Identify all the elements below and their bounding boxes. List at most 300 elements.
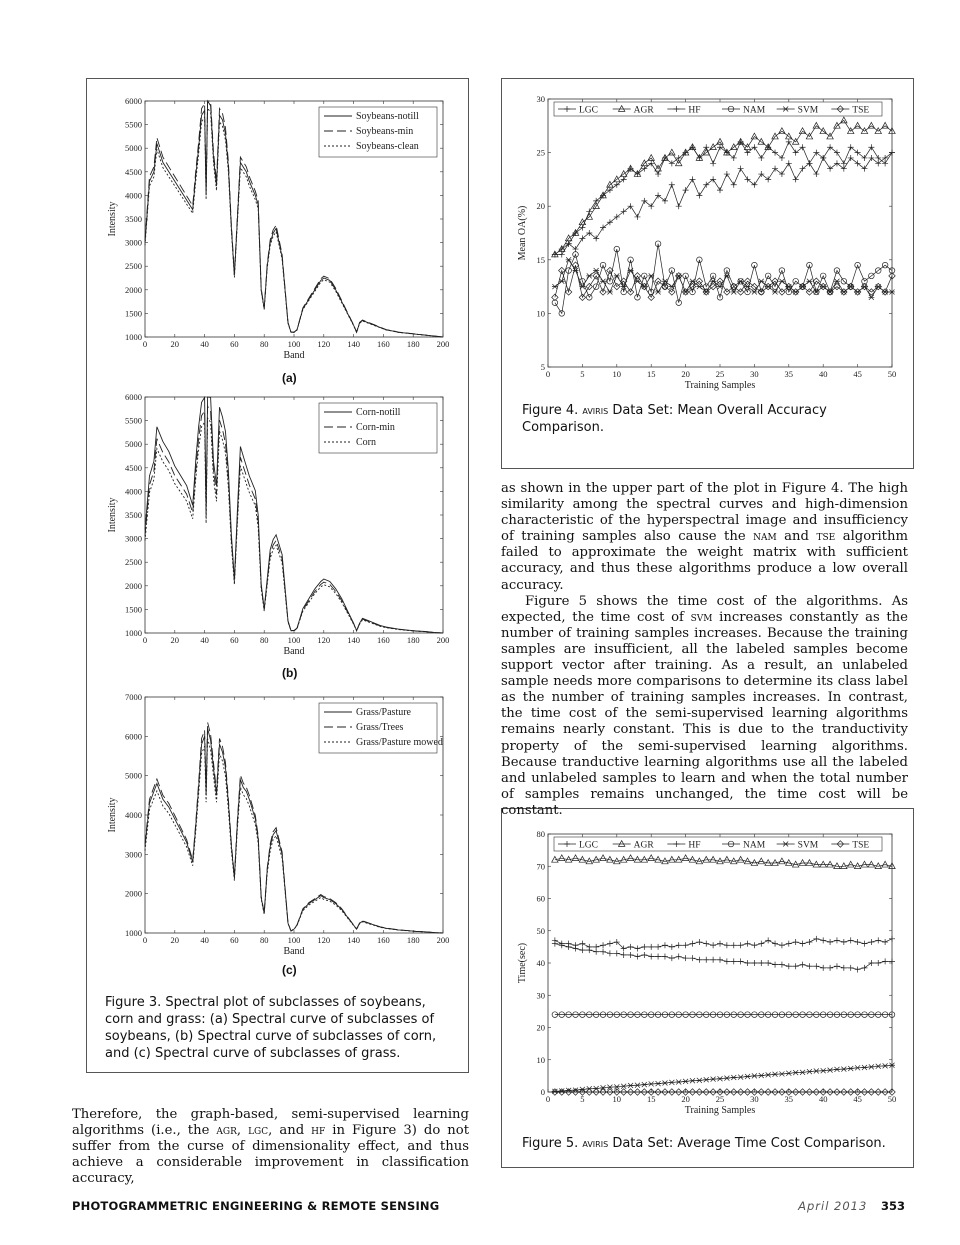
marker-plus [717,957,723,963]
marker-plus [848,965,854,971]
marker-plus [834,160,840,166]
marker-star [813,289,819,294]
y-tick-label: 25 [536,147,545,158]
marker-star [813,1069,819,1074]
x-tick-label: 80 [259,935,269,945]
marker-plus [593,235,599,241]
y-axis-label: Mean OA(%) [517,205,528,261]
x-tick-label: 0 [545,369,551,379]
marker-star [806,279,812,284]
marker-star [855,1065,861,1070]
marker-plus [765,937,771,943]
marker-star [758,279,764,284]
panel-label-a: (a) [282,371,297,385]
marker-star [731,1075,737,1080]
figure-4-caption-sc: aviris [582,403,609,417]
marker-plus [655,954,661,960]
marker-plus [731,942,737,948]
y-tick-label: 5500 [125,119,142,130]
y-axis-label: Time(sec) [517,942,528,984]
marker-plus [800,144,806,150]
marker-plus [676,203,682,209]
marker-plus [786,963,792,969]
y-tick-label: 2000 [125,888,142,899]
text-run: algorithm failed to approximate the weight matrix with sufficient accuracy, and thus these algorithms produce a low overall accuracy. [501,529,908,593]
series-line-hf [555,944,892,970]
marker-plus [703,957,709,963]
series-line-3 [145,739,443,933]
marker-triangle [806,860,812,866]
marker-star [614,273,620,278]
marker-star [683,1079,689,1084]
marker-plus [579,947,585,953]
marker-plus [861,941,867,947]
marker-plus [875,960,881,966]
x-tick-label: 0 [142,339,148,349]
marker-plus [827,965,833,971]
x-tick-label: 120 [317,635,331,645]
figure-4-box [501,78,914,469]
y-tick-label: 6000 [125,731,142,742]
marker-plus [855,966,861,972]
x-tick-label: 30 [750,1094,759,1104]
y-tick-label: 50 [536,925,545,936]
x-tick-label: 60 [230,635,239,645]
marker-plus [758,960,764,966]
abbr-hf: hf [311,1123,326,1139]
marker-star [634,1083,640,1088]
y-tick-label: 4000 [125,486,142,497]
marker-plus [683,955,689,961]
marker-plus [772,962,778,968]
y-tick-label: 3500 [125,510,142,520]
marker-plus [573,945,579,951]
marker-plus [841,166,847,172]
legend-entry: Grass/Pasture [356,707,411,718]
marker-plus [738,942,744,948]
legend-entry: SVM [797,105,819,116]
marker-plus [834,963,840,969]
marker-plus [710,160,716,166]
marker-plus [655,192,661,198]
marker-triangle [641,160,647,166]
y-tick-label: 6000 [125,392,142,402]
marker-plus [806,939,812,945]
marker-plus [813,963,819,969]
y-tick-label: 5000 [125,439,142,450]
x-tick-label: 25 [715,1094,725,1104]
text-run: as shown in the upper part of the plot in Figure 4. The high similarity among the spectral curves and high-dimension characteristic of the hyperspectral image and insufficiency of training samples also cause the [501,481,908,545]
marker-triangle [682,855,688,861]
marker-plus [717,187,723,193]
marker-plus [868,155,874,161]
marker-triangle [648,855,654,861]
marker-star [779,279,785,284]
marker-star [724,273,730,278]
marker-star [765,1072,771,1077]
series-line-hf [555,153,892,255]
figure-5-box [501,808,914,1168]
x-tick-label: 160 [377,935,390,945]
marker-plus [745,960,751,966]
marker-star [696,1078,702,1083]
marker-plus [882,939,888,945]
marker-plus [655,944,661,950]
marker-plus [607,941,613,947]
figure-5-caption-text: Data Set: Average Time Cost Comparison. [612,1136,886,1151]
marker-plus [648,203,654,209]
text-run: , and [268,1123,312,1139]
figure-4-chart [502,87,913,402]
marker-star [861,1065,867,1070]
marker-triangle [827,861,833,867]
marker-star [607,289,613,294]
marker-plus [758,171,764,177]
marker-plus [868,144,874,150]
marker-star [779,1071,785,1076]
x-axis-label: Training Samples [684,380,756,391]
marker-star [868,1064,874,1069]
marker-plus [717,941,723,947]
marker-plus [793,939,799,945]
marker-plus [689,176,695,182]
y-tick-label: 30 [536,94,545,104]
legend-entry: AGR [633,840,654,851]
marker-plus [855,160,861,166]
marker-plus [731,182,737,188]
marker-plus [806,160,812,166]
x-tick-label: 180 [406,935,420,945]
marker-plus [738,958,744,964]
y-tick-label: 2500 [125,261,142,272]
x-tick-label: 10 [612,369,622,379]
marker-plus [779,171,785,177]
marker-plus [861,166,867,172]
marker-star [717,1076,723,1081]
x-tick-label: 5 [580,1094,585,1104]
x-tick-label: 100 [287,339,301,349]
x-tick-label: 40 [818,369,828,379]
x-axis-label: Band [283,946,305,957]
figure-3-caption-label: Figure 3. [105,995,162,1010]
marker-plus [861,155,867,161]
figure-5-chart [502,824,913,1134]
marker-plus [614,182,620,188]
marker-plus [641,952,647,958]
x-tick-label: 15 [646,369,656,379]
abbr-agr: agr [216,1123,237,1139]
marker-star [669,1080,675,1085]
marker-plus [793,150,799,156]
marker-plus [772,941,778,947]
marker-star [600,1085,606,1090]
legend-entry: Soybeans-min [356,126,414,137]
marker-star [882,1063,888,1068]
marker-plus [600,942,606,948]
marker-plus [758,155,764,161]
legend-entry: Grass/Trees [356,722,404,733]
y-tick-label: 6000 [125,96,142,106]
marker-star [793,1070,799,1075]
marker-plus [641,198,647,204]
x-axis-label: Band [283,646,305,657]
marker-star [662,1080,668,1085]
marker-plus [648,954,654,960]
y-tick-label: 1000 [125,628,142,638]
x-tick-label: 140 [347,339,360,349]
legend-entry: Grass/Pasture mowed [356,737,443,748]
marker-plus [710,957,716,963]
marker-plus [724,942,730,948]
y-tick-label: 1500 [125,604,142,615]
x-tick-label: 200 [436,339,450,349]
marker-plus [827,166,833,172]
x-tick-label: 120 [317,935,331,945]
x-tick-label: 120 [317,339,331,349]
figure-3-chart-a [87,87,468,383]
marker-plus [683,187,689,193]
marker-plus [573,246,579,252]
figure-5-caption-label: Figure 5. [522,1136,579,1151]
legend-entry: HF [688,840,701,851]
marker-triangle [572,855,578,861]
x-tick-label: 5 [580,369,585,379]
marker-plus [745,941,751,947]
y-tick-label: 20 [536,1022,545,1033]
marker-plus [855,939,861,945]
marker-plus [607,219,613,225]
y-tick-label: 3000 [125,533,142,544]
marker-plus [786,139,792,145]
marker-star [648,1081,654,1086]
legend-entry: Corn [356,437,376,448]
page-number: 353 [880,1199,905,1213]
marker-plus [820,965,826,971]
marker-plus [738,166,744,172]
marker-star [758,1073,764,1078]
marker-star [641,1082,647,1087]
marker-plus [848,144,854,150]
marker-star [800,1070,806,1075]
marker-plus [669,182,675,188]
y-tick-label: 5 [540,362,545,372]
marker-plus [800,166,806,172]
abbr-tse: tse [816,529,836,545]
marker-star [566,257,572,262]
marker-plus [710,942,716,948]
marker-triangle [875,128,881,134]
x-tick-label: 20 [170,635,180,645]
legend-entry: SVM [797,840,819,851]
marker-triangle [882,861,888,867]
marker-plus [793,176,799,182]
x-tick-label: 80 [259,339,269,349]
x-tick-label: 35 [784,369,794,379]
abbr-lgc: lgc [248,1123,269,1139]
paragraph-right-2 [501,594,908,819]
marker-plus [751,144,757,150]
marker-star [655,289,661,294]
y-tick-label: 15 [536,254,545,265]
marker-plus [566,944,572,950]
x-tick-label: 40 [200,635,209,645]
x-tick-label: 200 [436,935,450,945]
x-tick-label: 60 [230,935,239,945]
y-axis-label: Intensity [107,797,118,833]
marker-plus [827,939,833,945]
marker-plus [889,936,895,942]
marker-plus [641,944,647,950]
marker-triangle [703,856,709,862]
legend-entry: TSE [852,840,870,851]
marker-triangle [848,861,854,867]
y-tick-label: 4500 [125,462,142,473]
paragraph-left-1 [72,1107,469,1187]
marker-plus [800,962,806,968]
marker-plus [889,150,895,156]
marker-plus [579,235,585,241]
marker-star [689,1078,695,1083]
legend-entry: LGC [579,840,598,851]
plot-frame [548,834,892,1092]
marker-plus [683,942,689,948]
marker-plus [614,950,620,956]
marker-plus [669,944,675,950]
marker-star [751,1073,757,1078]
marker-plus [669,955,675,961]
marker-plus [662,954,668,960]
marker-star [586,273,592,278]
marker-plus [579,941,585,947]
marker-triangle [868,861,874,867]
marker-plus [628,952,634,958]
legend-entry: AGR [633,105,654,116]
y-tick-label: 60 [536,893,545,904]
x-tick-label: 15 [646,1094,656,1104]
marker-star [676,1080,682,1085]
x-tick-label: 45 [853,1094,862,1104]
marker-star [772,1072,778,1077]
marker-plus [655,171,661,177]
text-run: , [236,1123,249,1139]
marker-triangle [724,856,730,862]
x-tick-label: 20 [681,1094,690,1104]
marker-star [628,1083,634,1088]
panel-label-c: (c) [282,963,297,977]
figure-4-caption [522,402,897,436]
y-tick-label: 2000 [125,580,142,591]
marker-triangle [861,861,867,867]
y-tick-label: 1000 [125,332,142,342]
marker-plus [600,949,606,955]
x-tick-label: 40 [200,339,209,349]
legend-entry: NAM [743,105,766,116]
x-tick-label: 45 [853,369,862,379]
marker-plus [786,160,792,166]
y-tick-label: 10 [536,308,545,319]
marker-plus [751,182,757,188]
figure-3-chart-b [87,383,468,679]
marker-plus [820,155,826,161]
marker-triangle [627,855,633,861]
marker-plus [710,176,716,182]
marker-triangle [737,856,743,862]
marker-plus [889,958,895,964]
marker-plus [813,936,819,942]
x-tick-label: 80 [259,635,269,645]
marker-star [738,279,744,284]
x-tick-label: 0 [142,635,148,645]
x-tick-label: 25 [715,369,725,379]
y-tick-label: 10 [536,1054,545,1065]
text-run: and [776,529,817,545]
text-run: in Figure 3) do not suffer from the curse of dimensionality effect, and thus achieve a considerable improvement in classification accuracy, [72,1123,470,1187]
marker-plus [868,939,874,945]
figure-3-caption [105,994,450,1062]
marker-plus [559,251,565,257]
marker-star [875,1064,881,1069]
x-tick-label: 100 [287,935,301,945]
marker-plus [751,942,757,948]
marker-star [827,1068,833,1073]
y-tick-label: 7000 [125,692,142,702]
marker-star [806,1069,812,1074]
x-tick-label: 20 [170,935,180,945]
marker-triangle [861,128,867,134]
legend-entry: Corn-min [356,422,395,433]
marker-plus [751,960,757,966]
marker-plus [731,958,737,964]
marker-plus [855,150,861,156]
marker-triangle [669,856,675,862]
marker-star [710,1077,716,1082]
marker-plus [841,965,847,971]
y-tick-label: 3500 [125,214,142,224]
marker-triangle [834,122,840,128]
marker-plus [689,955,695,961]
marker-triangle [559,855,565,861]
x-tick-label: 20 [170,339,180,349]
marker-plus [689,941,695,947]
legend-entry: LGC [579,105,598,116]
marker-triangle [600,855,606,861]
marker-plus [607,950,613,956]
x-tick-label: 0 [545,1094,551,1104]
marker-star [745,1074,751,1079]
x-tick-label: 180 [406,339,420,349]
series-line-2 [145,722,443,933]
panel-label-b: (b) [282,666,298,680]
x-tick-label: 10 [612,1094,622,1104]
legend-entry: Soybeans-notill [356,111,419,122]
y-tick-label: 4000 [125,810,142,820]
figure-4-caption-text: Data Set: Mean Overall Accuracy Comparison. [522,403,827,435]
y-tick-label: 3000 [125,849,142,860]
marker-star [648,273,654,278]
legend-entry: Corn-notill [356,407,401,418]
marker-triangle [779,858,785,864]
legend-entry: Soybeans-clean [356,141,419,152]
marker-plus [648,944,654,950]
marker-star [786,1071,792,1076]
y-tick-label: 5000 [125,143,142,154]
series-line-lgc [555,939,892,949]
y-tick-label: 4500 [125,166,142,177]
x-tick-label: 40 [818,1094,828,1104]
marker-plus [662,942,668,948]
marker-triangle [820,861,826,867]
series-line-nam [555,244,892,314]
